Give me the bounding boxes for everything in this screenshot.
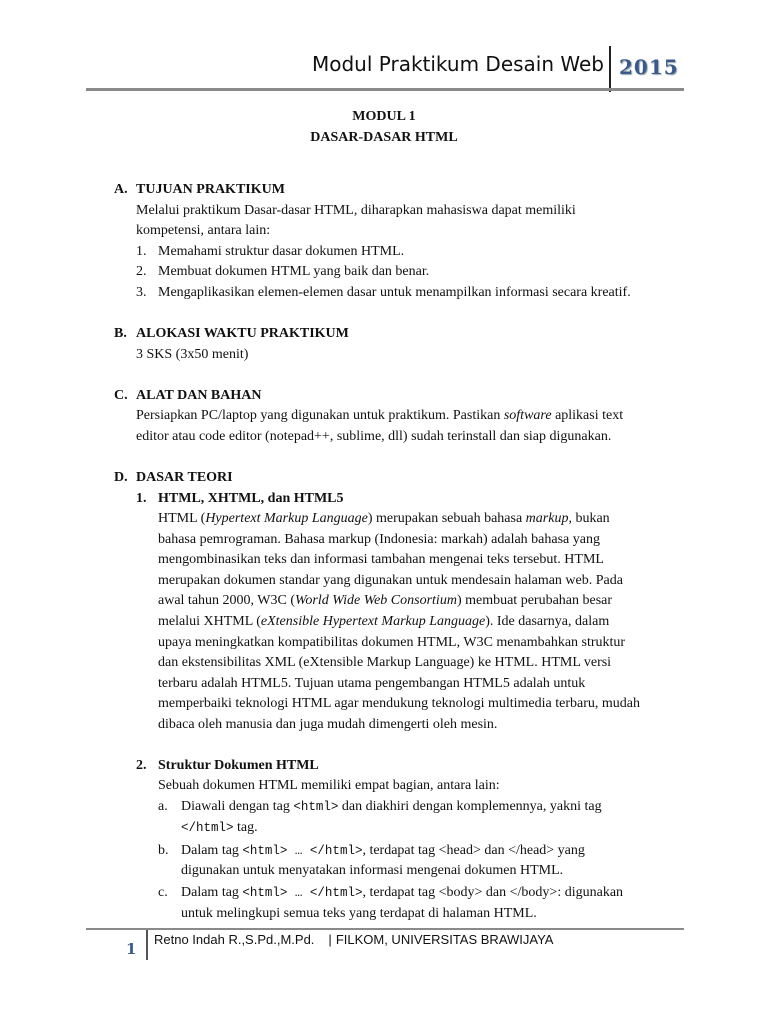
paragraph-line: melalui XHTML (eXtensible Hypertext Markup Language). Ide dasarnya, dalam: [158, 614, 610, 629]
sublist-letter: c.: [158, 885, 168, 900]
header-year: 2015: [619, 55, 679, 79]
section-a-intro-1: Melalui praktikum Dasar-dasar HTML, diharapkan mahasiswa dapat memiliki: [136, 203, 576, 218]
sublist-letter: b.: [158, 843, 169, 858]
footer-rule: [86, 928, 684, 930]
paragraph-line: upaya meningkatkan kompatibilitas dokumen HTML, W3C menambahkan struktur: [158, 635, 626, 650]
footer-institution: FILKOM, UNIVERSITAS BRAWIJAYA: [335, 932, 554, 947]
footer-text: [154, 932, 553, 947]
section-b-heading: ALOKASI WAKTU PRAKTIKUM: [136, 326, 349, 341]
subsection-1-heading: HTML, XHTML, dan HTML5: [158, 491, 344, 506]
section-a-letter: A.: [114, 182, 128, 197]
list-item-num: 1.: [136, 244, 147, 259]
section-d-letter: D.: [114, 470, 128, 485]
subsection-2-num: 2.: [136, 758, 147, 773]
footer-author: Retno Indah R.,S.Pd.,M.Pd.: [154, 932, 315, 947]
module-number: MODUL 1: [352, 109, 416, 124]
section-d-heading: DASAR TEORI: [136, 470, 233, 485]
header-rule: [86, 88, 684, 91]
sublist-item-b-line-2: digunakan untuk menyatakan informasi mengenai dokumen HTML.: [181, 863, 564, 878]
subsection-1-num: 1.: [136, 491, 147, 506]
sublist-item-c-line-2: untuk melingkupi semua teks yang terdapat di halaman HTML.: [181, 906, 537, 921]
section-a-heading: TUJUAN PRAKTIKUM: [136, 182, 285, 197]
list-item-num: 3.: [136, 285, 147, 300]
sublist-item-a-line-1: Diawali dengan tag <html> dan diakhiri dengan komplemennya, yakni tag: [181, 799, 602, 814]
paragraph-line: terbaru adalah HTML5. Tujuan utama pengembangan HTML5 adalah untuk: [158, 676, 586, 691]
section-a-intro-2: kompetensi, antara lain:: [136, 223, 271, 238]
sublist-item-c-line-1: Dalam tag <html> … </html>, terdapat tag <body> dan </body>: digunakan: [181, 885, 624, 900]
section-c-line-2: editor atau code editor (notepad++, sublime, dll) sudah terinstall dan siap digunakan.: [136, 429, 612, 444]
header-title: Modul Praktikum Desain Web: [311, 52, 604, 76]
page-number: 1: [126, 940, 137, 958]
footer-separator: |: [328, 932, 332, 947]
section-c-letter: C.: [114, 388, 128, 403]
header-divider: [609, 46, 611, 92]
list-item: Mengaplikasikan elemen-elemen dasar untuk menampilkan informasi secara kreatif.: [158, 285, 631, 300]
subsection-2-intro: Sebuah dokumen HTML memiliki empat bagian, antara lain:: [158, 778, 500, 793]
list-item: Memahami struktur dasar dokumen HTML.: [158, 244, 405, 259]
subsection-2-heading: Struktur Dokumen HTML: [158, 758, 319, 773]
sublist-item-b-line-1: Dalam tag <html> … </html>, terdapat tag <head> dan </head> yang: [181, 843, 585, 858]
paragraph-line: dan ekstensibilitas XML (eXtensible Markup Language) ke HTML. HTML versi: [158, 655, 612, 670]
sublist-letter: a.: [158, 799, 168, 814]
section-b-letter: B.: [114, 326, 127, 341]
module-title: DASAR-DASAR HTML: [310, 130, 458, 145]
list-item-num: 2.: [136, 264, 147, 279]
sublist-item-a-line-2: </html> tag.: [181, 820, 258, 835]
list-item: Membuat dokumen HTML yang baik dan benar.: [158, 264, 430, 279]
paragraph-line: merupakan dokumen standar yang digunakan untuk mendesain halaman web. Pada: [158, 573, 623, 588]
section-b-text: 3 SKS (3x50 menit): [136, 347, 249, 362]
footer-divider: [146, 930, 148, 960]
paragraph-line: memperbaiki teknologi HTML agar mendukung teknologi multimedia terbaru, mudah: [158, 696, 640, 711]
paragraph-line: dibaca oleh manusia dan juga mudah dimengerti oleh mesin.: [158, 717, 498, 732]
section-c-heading: ALAT DAN BAHAN: [136, 388, 262, 403]
section-c-line-1: Persiapkan PC/laptop yang digunakan untuk praktikum. Pastikan software aplikasi text: [136, 408, 624, 423]
paragraph-line: awal tahun 2000, W3C (World Wide Web Consortium) membuat perubahan besar: [158, 593, 613, 608]
paragraph-line: mengombinasikan teks dan informasi tambahan mengenai teks tersebut. HTML: [158, 552, 604, 567]
paragraph-line: HTML (Hypertext Markup Language) merupakan sebuah bahasa markup, bukan: [158, 511, 610, 526]
paragraph-line: bahasa pemrograman. Bahasa markup (Indonesia: markah) adalah bahasa yang: [158, 532, 600, 547]
